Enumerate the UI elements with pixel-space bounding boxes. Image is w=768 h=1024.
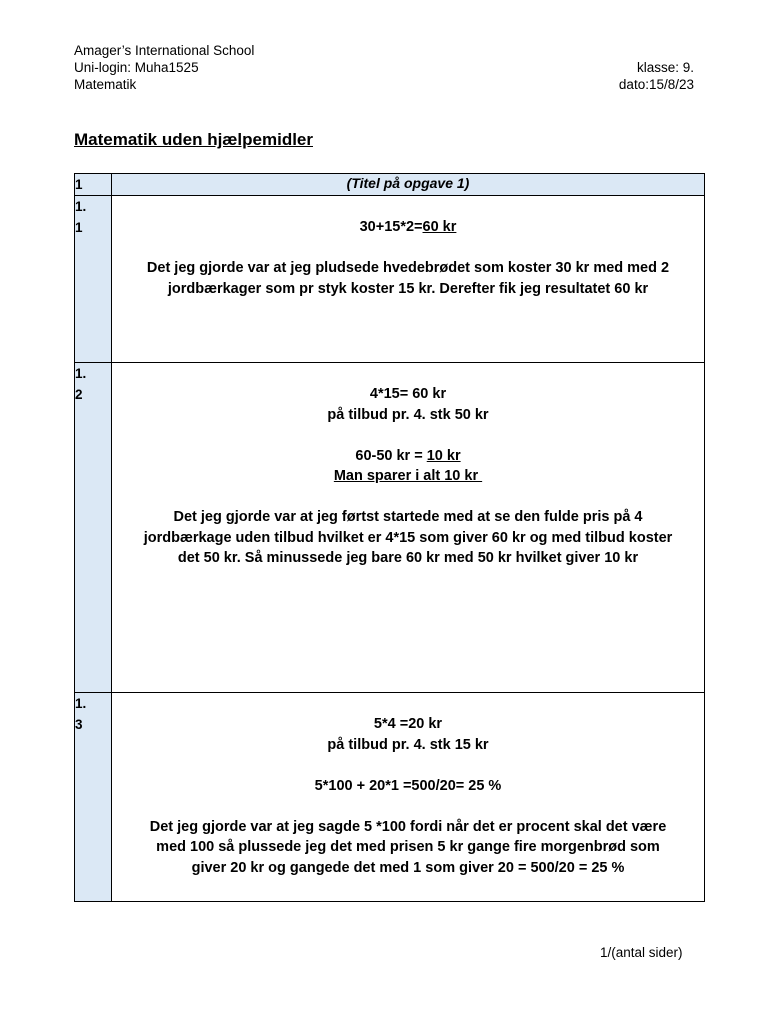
uni-login: Uni-login: Muha1525 <box>74 60 199 75</box>
task-number-part: 2 <box>75 387 83 402</box>
task-content <box>112 693 705 902</box>
explanation-line: jordbærkage uden tilbud hvilket er 4*15 som giver 60 kr og med tilbud koster <box>143 529 673 546</box>
table-header-row <box>75 174 705 196</box>
offer-line: på tilbud pr. 4. stk 15 kr <box>327 736 489 753</box>
task-number-part: 1 <box>75 220 83 235</box>
calc-expression: 30+15*2= <box>359 219 423 235</box>
calc-line: 5*4 =20 kr <box>373 716 443 732</box>
header-row-subject <box>74 76 694 93</box>
calc-line: 5*100 + 20*1 =500/20= 25 % <box>314 777 502 794</box>
explanation-line: det 50 kr. Så minussede jeg bare 60 kr med 50 kr hvilket giver 10 kr <box>177 550 639 566</box>
calc-answer: 10 kr <box>426 447 461 464</box>
task-table <box>74 173 705 902</box>
explanation-line: Det jeg gjorde var at jeg førtst startede med at se den fulde pris på 4 <box>173 509 643 525</box>
calc-answer: 60 kr <box>422 219 457 235</box>
task-content <box>112 363 705 693</box>
calc-line <box>112 446 704 467</box>
explanation-line: Det jeg gjorde var at jeg pludsede hvedebrødet som koster 30 kr med med 2 <box>146 260 670 276</box>
calculation <box>112 217 704 238</box>
explanation-line: med 100 så plussede jeg det med prisen 5 kr gange fire morgenbrød som <box>156 839 660 855</box>
subject: Matematik <box>74 77 137 92</box>
task-number-part: 1. <box>75 696 87 711</box>
date: dato:15/8/23 <box>618 77 694 92</box>
class-label: klasse: 9. <box>636 60 694 75</box>
task-number <box>75 196 112 363</box>
task-content <box>112 196 705 363</box>
page-number: 1/(antal sider) <box>600 945 683 960</box>
task-row-1-1 <box>75 196 705 363</box>
task-number-part: 1. <box>75 366 87 381</box>
task-number-part: 3 <box>75 717 83 732</box>
document-header <box>74 42 694 93</box>
explanation-line: giver 20 kr og gangede det med 1 som giver 20 = 500/20 = 25 % <box>191 859 625 876</box>
header-row-school <box>74 42 694 59</box>
header-title: (Titel på opgave 1) <box>112 174 705 196</box>
calc-expression: 60-50 kr = <box>355 447 427 464</box>
calc-line: 4*15= 60 kr <box>369 386 447 402</box>
task-number <box>75 363 112 693</box>
task-number-part: 1. <box>75 199 87 214</box>
task-number <box>75 693 112 902</box>
task-row-1-3 <box>75 693 705 902</box>
school-name: Amager’s International School <box>74 43 255 58</box>
task-row-1-2 <box>75 363 705 693</box>
explanation-line: Det jeg gjorde var at jeg sagde 5 *100 fordi når det er procent skal det være <box>149 818 667 835</box>
offer-line: på tilbud pr. 4. stk 50 kr <box>327 406 489 423</box>
header-number: 1 <box>75 174 112 196</box>
page-title: Matematik uden hjælpemidler <box>74 130 313 149</box>
header-row-login <box>74 59 694 76</box>
explanation-line: jordbærkager som pr styk koster 15 kr. Derefter fik jeg resultatet 60 kr <box>167 280 649 297</box>
savings-line: Man sparer i alt 10 kr <box>333 468 483 484</box>
